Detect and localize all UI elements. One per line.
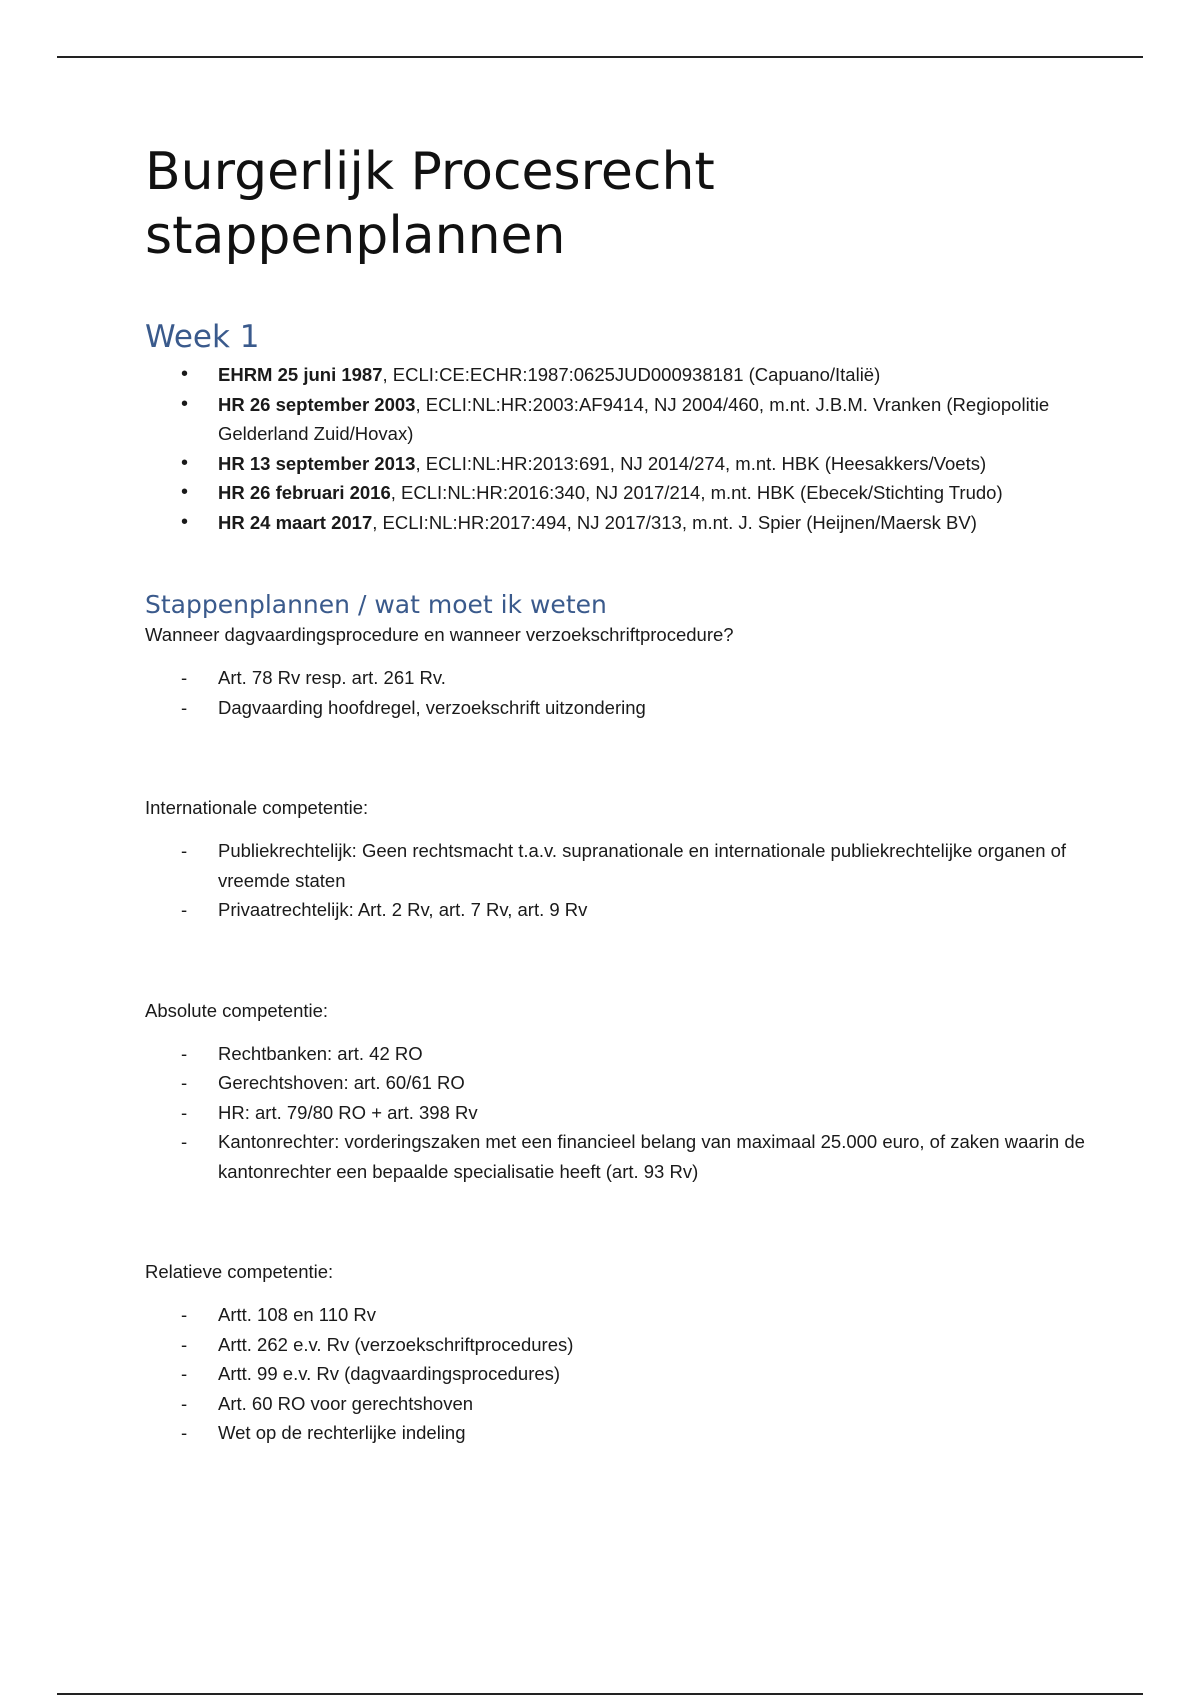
list-item <box>145 895 1105 925</box>
header-rule <box>57 56 1143 58</box>
case-item <box>145 360 1105 390</box>
procedure-list <box>145 663 1105 722</box>
case-details: , ECLI:NL:HR:2017:494, NJ 2017/313, m.nt. J. Spier (Heijnen/Maersk BV) <box>372 511 977 533</box>
list-item-text: Gerechtshoven: art. 60/61 RO <box>218 1072 465 1093</box>
bullet-icon: • <box>181 481 189 503</box>
case-item <box>145 449 1105 479</box>
dash-icon: - <box>181 1333 188 1355</box>
dash-icon: - <box>181 1042 188 1064</box>
list-item <box>145 1389 1105 1419</box>
list-item <box>145 1359 1105 1389</box>
list-item-text: Wet op de rechterlijke indeling <box>218 1422 466 1443</box>
dash-icon: - <box>181 840 188 861</box>
case-details: , ECLI:NL:HR:2013:691, NJ 2014/274, m.nt. HBK (Heesakkers/Voets) <box>415 452 987 474</box>
list-item-text: Artt. 99 e.v. Rv (dagvaardingsprocedures) <box>218 1363 561 1384</box>
bullet-icon: • <box>181 392 189 415</box>
list-item <box>145 663 1105 693</box>
bullet-icon: • <box>181 451 189 474</box>
list-item-text: Dagvaarding hoofdregel, verzoekschrift uitzondering <box>218 696 646 718</box>
list-item <box>145 1068 1105 1098</box>
case-item <box>145 478 1105 508</box>
dash-icon: - <box>181 1131 188 1152</box>
dash-icon: - <box>181 1422 188 1443</box>
list-item-text: Publiekrechtelijk: Geen rechtsmacht t.a.v. supranationale en internationale publiekrechtelijke organen of vreemde staten <box>218 840 1067 891</box>
list-item-text: Rechtbanken: art. 42 RO <box>218 1042 423 1064</box>
relative-label: Relatieve competentie: <box>145 1261 334 1282</box>
list-item-text: Kantonrechter: vorderingszaken met een financieel belang van maximaal 25.000 euro, of zaken waarin de kantonrechter een bepaalde specialisatie heeft (art. 93 Rv) <box>218 1131 1085 1182</box>
relative-list <box>145 1300 1105 1448</box>
dash-icon: - <box>181 1101 188 1123</box>
plans-heading: Stappenplannen / wat moet ik weten <box>145 590 607 619</box>
dash-icon: - <box>181 1304 188 1325</box>
dash-icon: - <box>181 1363 188 1384</box>
list-item-text: Artt. 108 en 110 Rv <box>218 1304 377 1325</box>
week-heading: Week 1 <box>145 319 260 355</box>
list-item-text: Art. 78 Rv resp. art. 261 Rv. <box>218 667 446 688</box>
international-list <box>145 836 1105 925</box>
dash-icon: - <box>181 667 188 688</box>
bullet-icon: • <box>181 510 189 533</box>
list-item <box>145 1127 1105 1186</box>
list-item-text: Art. 60 RO voor gerechtshoven <box>218 1392 474 1414</box>
list-item <box>145 693 1105 723</box>
dash-icon: - <box>181 1072 188 1093</box>
absolute-list <box>145 1039 1105 1187</box>
case-citation: HR 26 februari 2016 <box>218 482 391 503</box>
document-body <box>145 140 1105 1448</box>
case-details: , ECLI:CE:ECHR:1987:0625JUD000938181 (Capuano/Italië) <box>382 364 881 385</box>
international-label: Internationale competentie: <box>145 797 369 818</box>
dash-icon: - <box>181 696 188 718</box>
list-item-text: Artt. 262 e.v. Rv (verzoekschriftprocedures) <box>218 1333 574 1355</box>
list-item-text: HR: art. 79/80 RO + art. 398 Rv <box>218 1101 478 1123</box>
footer-rule <box>57 1693 1143 1695</box>
case-details: , ECLI:NL:HR:2016:340, NJ 2017/214, m.nt. HBK (Ebecek/Stichting Trudo) <box>390 482 1003 503</box>
case-item <box>145 508 1105 538</box>
document-title: Burgerlijk Procesrecht stappenplannen <box>145 142 715 266</box>
list-item <box>145 1039 1105 1069</box>
case-list <box>145 360 1105 537</box>
list-item <box>145 1098 1105 1128</box>
case-details: , ECLI:NL:HR:2003:AF9414, NJ 2004/460, m.nt. J.B.M. Vranken (Regiopolitie Gelderland Zuid/Hovax) <box>218 393 1050 444</box>
list-item-text: Privaatrechtelijk: Art. 2 Rv, art. 7 Rv, art. 9 Rv <box>218 899 588 920</box>
case-citation: HR 26 september 2003 <box>218 393 416 415</box>
absolute-label: Absolute competentie: <box>145 999 329 1021</box>
list-item <box>145 1330 1105 1360</box>
bullet-icon: • <box>181 363 189 385</box>
dash-icon: - <box>181 1392 188 1414</box>
list-item <box>145 1418 1105 1448</box>
list-item <box>145 836 1105 895</box>
dash-icon: - <box>181 899 188 920</box>
case-citation: HR 13 september 2013 <box>218 452 416 474</box>
procedure-question: Wanneer dagvaardingsprocedure en wanneer verzoekschriftprocedure? <box>145 624 734 645</box>
list-item <box>145 1300 1105 1330</box>
case-citation: HR 24 maart 2017 <box>218 511 373 533</box>
case-citation: EHRM 25 juni 1987 <box>218 364 383 385</box>
case-item <box>145 390 1105 449</box>
